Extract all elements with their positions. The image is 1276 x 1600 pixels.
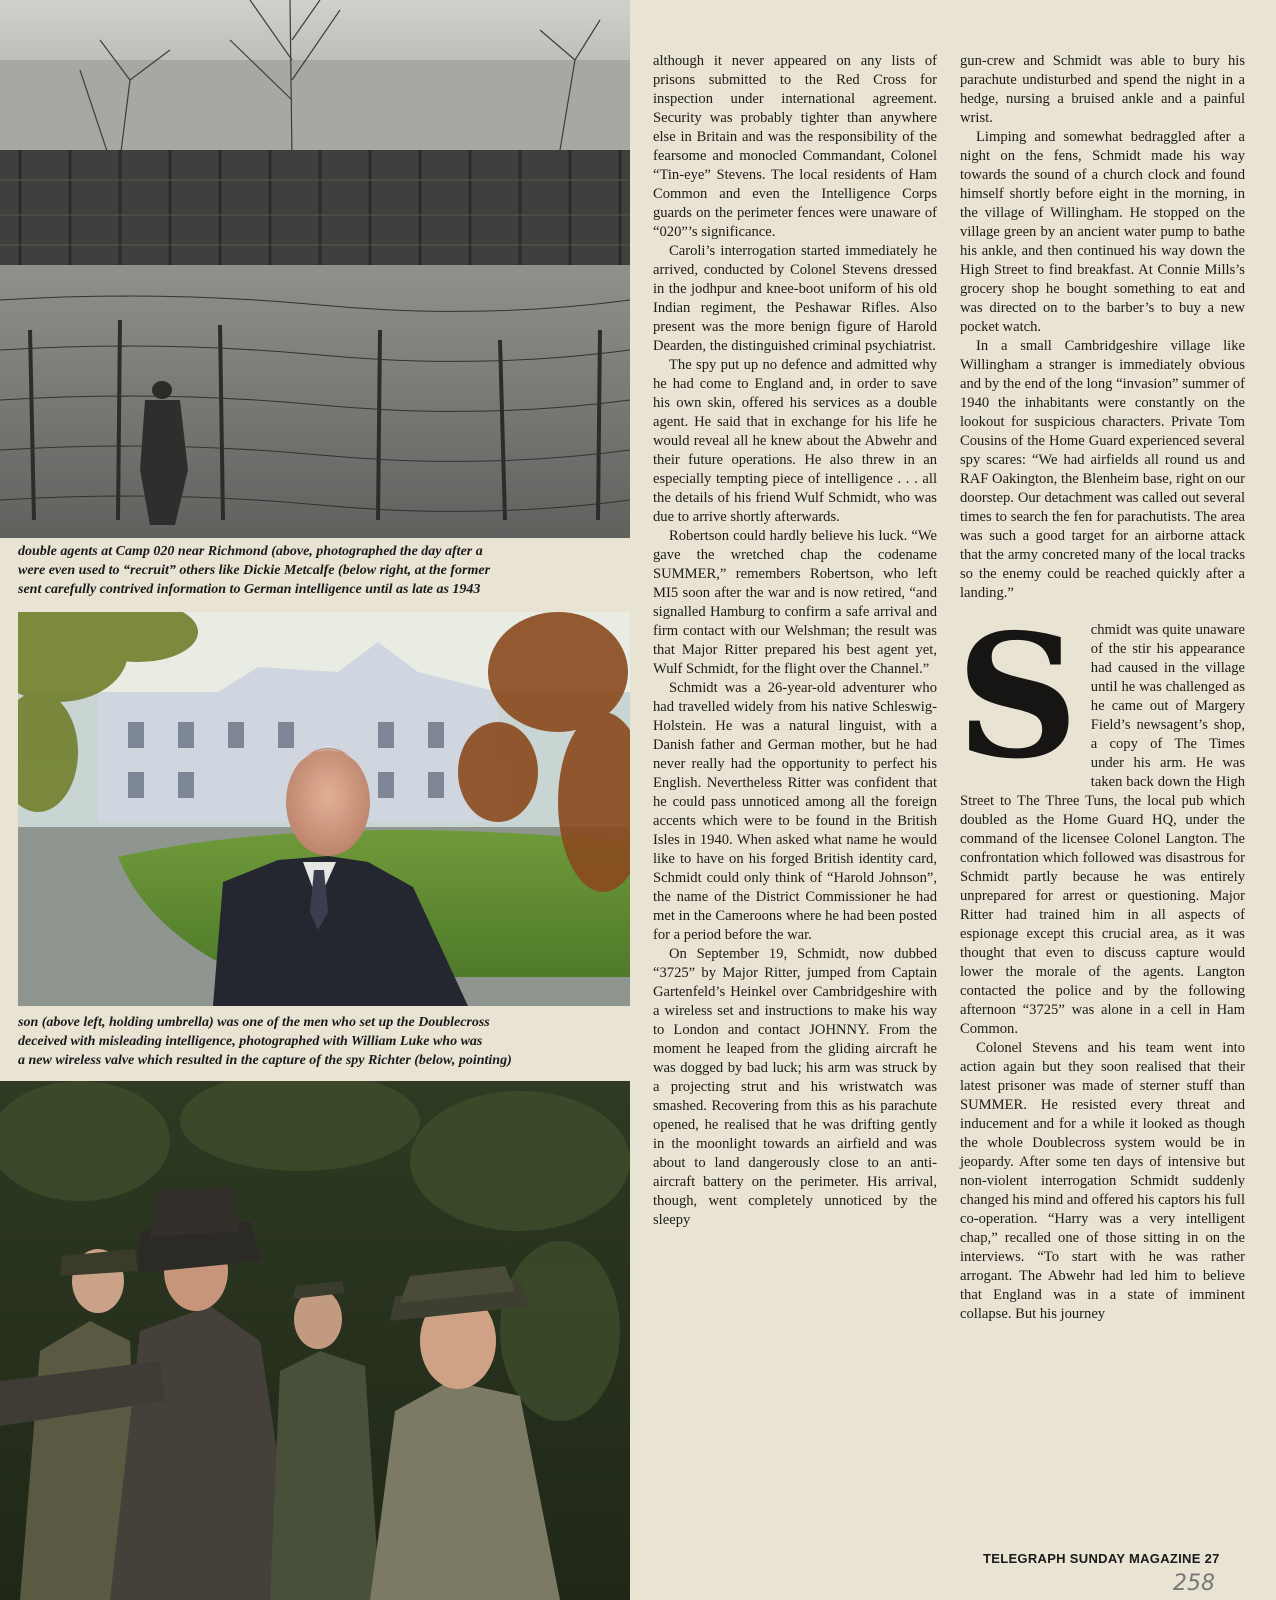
officers-photo	[0, 1081, 630, 1600]
handwritten-page-number: 258	[1173, 1571, 1215, 1596]
caption-line: son (above left, holding umbrella) was one of the men who set up the Doublecross	[18, 1015, 490, 1030]
caption-line: sent carefully contrived information to German intelligence until as late as 1943	[18, 582, 481, 597]
article-paragraph: although it never appeared on any lists of prisons submitted to the Red Cross for inspection under international agreement. Security was probably tighter than anywhere else in Britain and was the responsibility of the fearsome and monocled Commandant, Colonel “Tin-eye” Stevens. The local residents of Ham Common and even the Intelligence Corps guards on the perimeter fences were unaware of “020”’s significance.	[653, 53, 937, 240]
caption-line: a new wireless valve which resulted in the capture of the spy Richter (below, pointing)	[18, 1053, 512, 1068]
article-paragraph: The spy put up no defence and admitted why he had come to England and, in order to save his own skin, offered his services as a double agent. He said that in exchange for his life he would reveal all he knew about the Abwehr and their future operations. He also threw in an especially tempting piece of intelligence . . . all the details of his friend Wulf Schmidt, who was due to arrive shortly afterwards.	[653, 357, 937, 525]
article-paragraph: Colonel Stevens and his team went into action again but they soon realised that their latest prisoner was made of sterner stuff than SUMMER. He resisted every threat and inducement and for a while it looked as though the whole Doublecross system would be in jeopardy. After some ten days of intensive but non-violent interrogation Schmidt suddenly changed his mind and offered his captors his full co-operation. “Harry was a very intelligent chap,” recalled one of those sitting in on the interviews. “To start with he was rather arrogant. The Abwehr had led him to believe that England was in a state of imminent collapse. But his journey	[960, 1040, 1245, 1322]
article-paragraph: chmidt was quite unaware of the stir his appearance had caused in the village until he was challenged as he came out of Margery Field’s newsagent’s shop, a copy of The Times under his arm. He was taken back down the High Street to The Three Tuns, the local pub which doubled as the Home Guard HQ, under the command of the licensee Colonel Langton. The confrontation which followed was disastrous for Schmidt partly because he was entirely unprepared for arrest or questioning. Major Ritter had trained him in all aspects of espionage except this crucial area, as it was thought that even to discuss capture would lower the morale of the agents. Langton contacted the police and by the following afternoon “3725” was alone in a cell in Ham Common.	[960, 622, 1245, 1037]
camp-fence-photo	[0, 0, 630, 538]
article-paragraph: Limping and somewhat bedraggled after a night on the fens, Schmidt made his way towards the sound of a church clock and found himself shortly before eight in the morning, in the village of Willingham. He stopped on the village green by an ancient water pump to bathe his ankle, and then continued his way down the High Street to find breakfast. At Connie Mills’s grocery shop he bought something to eat and was directed on to the barber’s to buy a new pocket watch.	[960, 129, 1245, 335]
top-photo-caption	[18, 542, 628, 599]
article-paragraph: In a small Cambridgeshire village like Willingham a stranger is immediately obvious and by the end of the long “invasion” summer of 1940 the inhabitants were constantly on the lookout for suspicious characters. Private Tom Cousins of the Home Guard experienced several spy scares: “We had airfields all round us and RAF Oakington, the Blenheim base, right on our doorstep. Our detachment was called out several times to search the fen for parachutists. The area was such a good target for an airborne attack that the army concreted many of the local tracks so the enemy could be reached quickly after a landing.”	[960, 338, 1245, 601]
caption-line: deceived with misleading intelligence, photographed with William Luke who was	[18, 1034, 483, 1049]
article-column-2	[956, 52, 1245, 1324]
article-column-1	[653, 52, 937, 1230]
middle-photo-caption	[18, 1013, 628, 1070]
article-paragraph: gun-crew and Schmidt was able to bury his parachute undisturbed and spend the night in a hedge, nursing a bruised ankle and a painful wrist.	[960, 53, 1245, 126]
article-paragraph: Robertson could hardly believe his luck. “We gave the wretched chap the codename SUMMER,” remembers Robertson, who left MI5 soon after the war and is now retired, “and signalled Hamburg to confirm a safe arrival and firm contact with our Welshman; the result was that Major Ritter prepared his best agent yet, Wulf Schmidt, for the flight over the Channel.”	[653, 528, 937, 677]
article-paragraph: Caroli’s interrogation started immediately he arrived, conducted by Colonel Stevens dressed in the jodhpur and knee-boot uniform of his old Indian regiment, the Peshawar Rifles. Also present was the more benign figure of Harold Dearden, the distinguished criminal psychiatrist.	[653, 243, 937, 354]
article-paragraph: Schmidt was a 26-year-old adventurer who had travelled widely from his native Schleswig-Holstein. He was a natural linguist, with a Danish father and German mother, but he had never really had the opportunity to perfect his English. Nevertheless Ritter was confident that he could pass unnoticed among all the foreign accents which were to be found in the British Isles in 1940. When asked what name he would like to have on his forged British identity card, Schmidt could only think of “Harold Johnson”, the name of the District Commissioner he had met in the Cameroons where he had been posted for a period before the war.	[653, 680, 937, 943]
dropcap-section	[956, 597, 1245, 1039]
page-folio: TELEGRAPH SUNDAY MAGAZINE 27	[983, 1551, 1220, 1566]
article-paragraph: On September 19, Schmidt, now dubbed “3725” by Major Ritter, jumped from Captain Gartenfeld’s Heinkel over Cambridgeshire with a wireless set and instructions to make his way to London and contact JOHNNY. From the moment he leaped from the gliding aircraft he was dogged by bad luck; his arm was struck by a projecting strut and his wristwatch was smashed. Recovering from this as his parachute opened, he realised that he was drifting gently in the moonlight towards an airfield and was about to land dangerously close to an anti-aircraft battery on the perimeter. His arrival, though, went completely unnoticed by the sleepy	[653, 946, 937, 1228]
caption-line: were even used to “recruit” others like Dickie Metcalfe (below right, at the former	[18, 563, 491, 578]
country-house-photo	[18, 612, 630, 1006]
drop-cap-letter: S	[956, 597, 1079, 797]
caption-line: double agents at Camp 020 near Richmond (above, photographed the day after a	[18, 544, 483, 559]
